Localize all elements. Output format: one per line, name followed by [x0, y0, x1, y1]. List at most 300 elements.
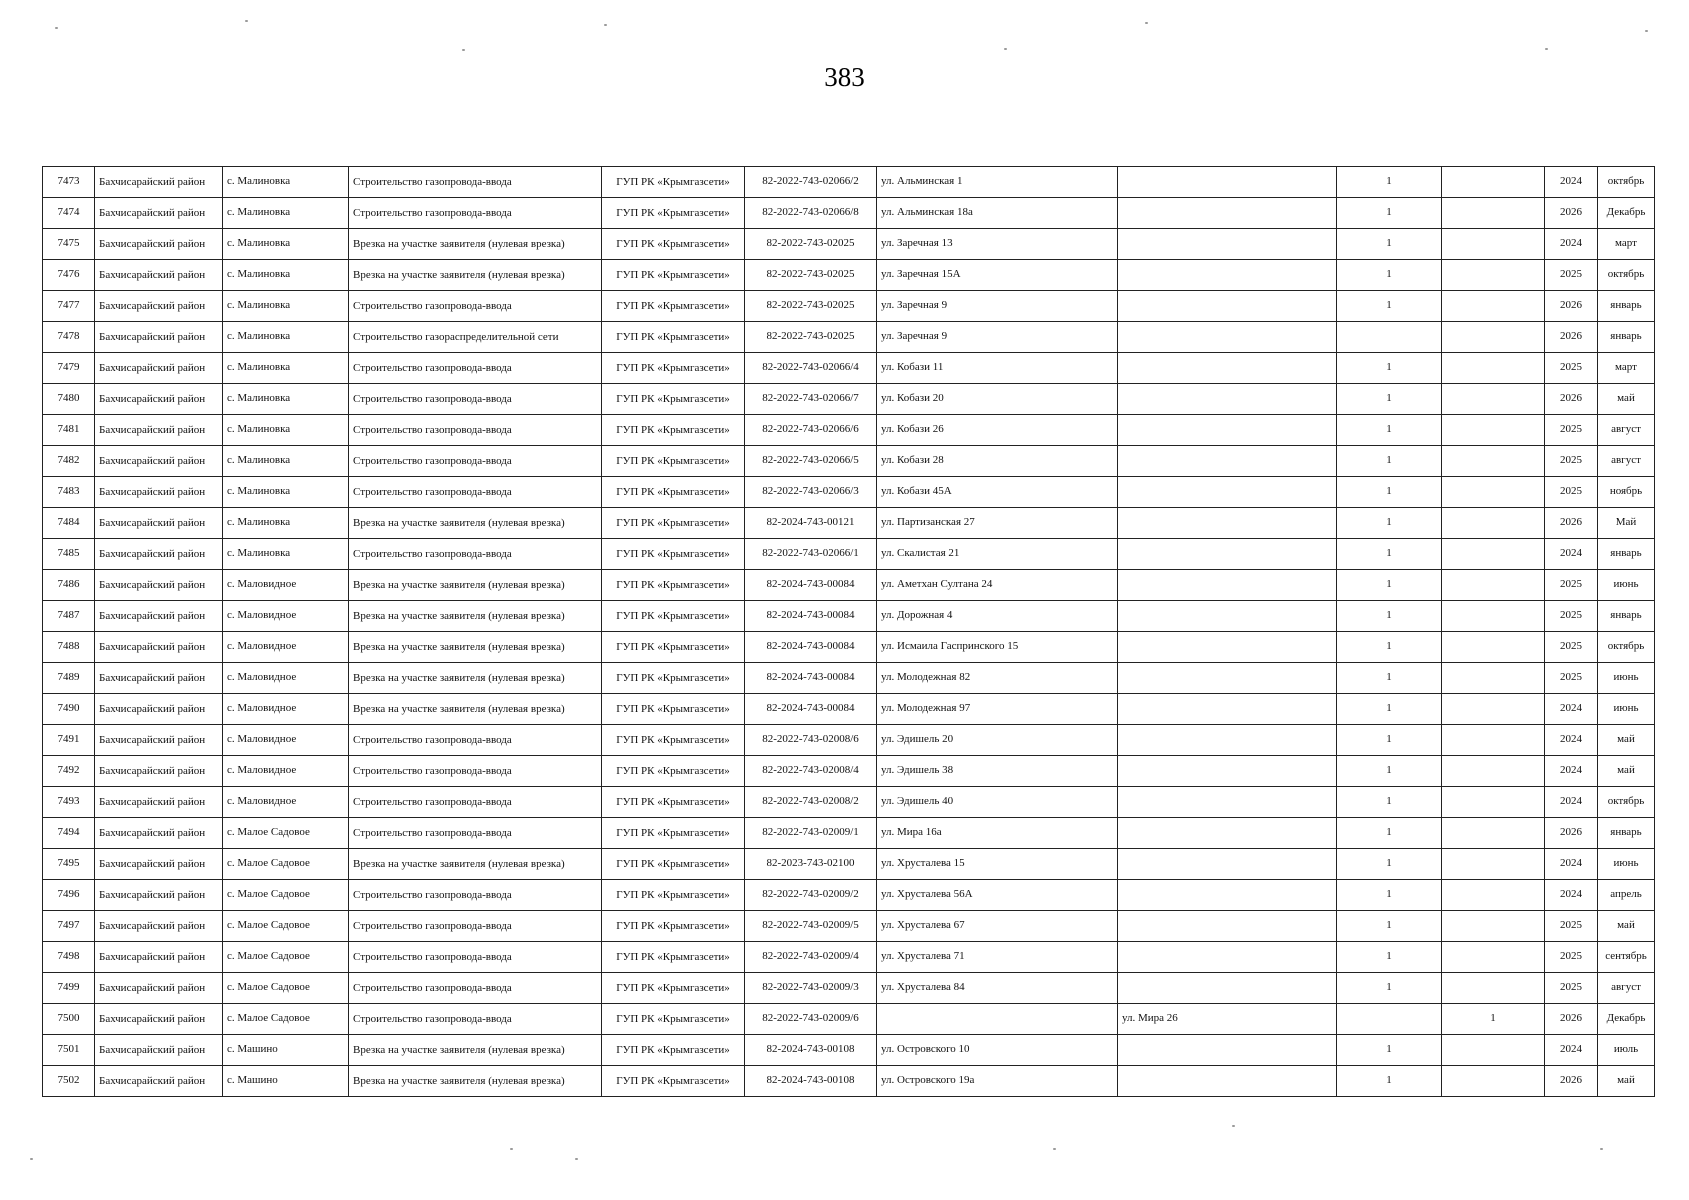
count-alt-cell — [1442, 539, 1545, 570]
settlement-cell: с. Маловидное — [223, 601, 349, 632]
count-cell: 1 — [1337, 539, 1442, 570]
district-cell: Бахчисарайский район — [95, 880, 223, 911]
row-number: 7492 — [43, 756, 95, 787]
district-cell: Бахчисарайский район — [95, 446, 223, 477]
count-cell: 1 — [1337, 880, 1442, 911]
year-cell: 2025 — [1545, 260, 1598, 291]
district-cell: Бахчисарайский район — [95, 725, 223, 756]
table-row — [43, 229, 1655, 260]
month-cell: Декабрь — [1598, 198, 1655, 229]
district-cell: Бахчисарайский район — [95, 167, 223, 198]
application-code-cell: 82-2022-743-02008/6 — [745, 725, 877, 756]
count-cell: 1 — [1337, 1035, 1442, 1066]
month-cell: октябрь — [1598, 632, 1655, 663]
month-cell: май — [1598, 1066, 1655, 1097]
district-cell: Бахчисарайский район — [95, 787, 223, 818]
count-alt-cell — [1442, 291, 1545, 322]
district-cell: Бахчисарайский район — [95, 539, 223, 570]
address-cell: ул. Скалистая 21 — [877, 539, 1118, 570]
address-cell: ул. Хрусталева 71 — [877, 942, 1118, 973]
district-cell: Бахчисарайский район — [95, 508, 223, 539]
table-row — [43, 601, 1655, 632]
count-cell: 1 — [1337, 384, 1442, 415]
count-alt-cell — [1442, 384, 1545, 415]
application-code-cell: 82-2022-743-02025 — [745, 260, 877, 291]
settlement-cell: с. Машино — [223, 1035, 349, 1066]
month-cell: сентябрь — [1598, 942, 1655, 973]
address-alt-cell — [1118, 353, 1337, 384]
count-alt-cell — [1442, 880, 1545, 911]
table-row — [43, 322, 1655, 353]
address-alt-cell — [1118, 601, 1337, 632]
year-cell: 2025 — [1545, 477, 1598, 508]
month-cell: июнь — [1598, 570, 1655, 601]
row-number: 7478 — [43, 322, 95, 353]
address-cell: ул. Кобази 26 — [877, 415, 1118, 446]
month-cell: январь — [1598, 291, 1655, 322]
count-alt-cell — [1442, 756, 1545, 787]
district-cell: Бахчисарайский район — [95, 632, 223, 663]
row-number: 7490 — [43, 694, 95, 725]
settlement-cell: с. Малиновка — [223, 539, 349, 570]
work-type-cell: Строительство газопровода-ввода — [349, 353, 602, 384]
scan-speck — [245, 20, 248, 22]
row-number: 7497 — [43, 911, 95, 942]
work-type-cell: Строительство газопровода-ввода — [349, 818, 602, 849]
count-alt-cell — [1442, 477, 1545, 508]
address-alt-cell — [1118, 415, 1337, 446]
scan-speck — [55, 27, 58, 29]
organization-cell: ГУП РК «Крымгазсети» — [602, 167, 745, 198]
settlement-cell: с. Малиновка — [223, 384, 349, 415]
settlement-cell: с. Малое Садовое — [223, 973, 349, 1004]
count-alt-cell — [1442, 167, 1545, 198]
count-alt-cell — [1442, 911, 1545, 942]
table-row — [43, 260, 1655, 291]
organization-cell: ГУП РК «Крымгазсети» — [602, 446, 745, 477]
month-cell: август — [1598, 446, 1655, 477]
table-row — [43, 198, 1655, 229]
work-type-cell: Строительство газопровода-ввода — [349, 973, 602, 1004]
row-number: 7488 — [43, 632, 95, 663]
table-row — [43, 849, 1655, 880]
organization-cell: ГУП РК «Крымгазсети» — [602, 353, 745, 384]
table-row — [43, 539, 1655, 570]
month-cell: август — [1598, 415, 1655, 446]
count-alt-cell — [1442, 1035, 1545, 1066]
count-alt-cell — [1442, 663, 1545, 694]
row-number: 7495 — [43, 849, 95, 880]
count-alt-cell — [1442, 632, 1545, 663]
month-cell: май — [1598, 384, 1655, 415]
count-cell: 1 — [1337, 973, 1442, 1004]
year-cell: 2025 — [1545, 911, 1598, 942]
year-cell: 2025 — [1545, 570, 1598, 601]
work-type-cell: Врезка на участке заявителя (нулевая врезка) — [349, 260, 602, 291]
table-row — [43, 756, 1655, 787]
address-cell: ул. Альминская 1 — [877, 167, 1118, 198]
organization-cell: ГУП РК «Крымгазсети» — [602, 384, 745, 415]
table-row — [43, 942, 1655, 973]
district-cell: Бахчисарайский район — [95, 1035, 223, 1066]
month-cell: апрель — [1598, 880, 1655, 911]
year-cell: 2025 — [1545, 663, 1598, 694]
table-row — [43, 508, 1655, 539]
scan-speck — [462, 49, 465, 51]
count-alt-cell — [1442, 508, 1545, 539]
organization-cell: ГУП РК «Крымгазсети» — [602, 973, 745, 1004]
scan-speck — [1600, 1148, 1603, 1150]
address-alt-cell — [1118, 260, 1337, 291]
month-cell: январь — [1598, 322, 1655, 353]
year-cell: 2024 — [1545, 787, 1598, 818]
count-cell: 1 — [1337, 229, 1442, 260]
scan-speck — [1545, 48, 1548, 50]
work-type-cell: Строительство газопровода-ввода — [349, 291, 602, 322]
address-cell: ул. Хрусталева 56А — [877, 880, 1118, 911]
address-alt-cell — [1118, 1066, 1337, 1097]
work-type-cell: Строительство газопровода-ввода — [349, 911, 602, 942]
table-row — [43, 663, 1655, 694]
address-cell: ул. Альминская 18а — [877, 198, 1118, 229]
table-row — [43, 694, 1655, 725]
table-row — [43, 1035, 1655, 1066]
table-row — [43, 1066, 1655, 1097]
work-type-cell: Строительство газопровода-ввода — [349, 415, 602, 446]
year-cell: 2026 — [1545, 291, 1598, 322]
year-cell: 2025 — [1545, 446, 1598, 477]
year-cell: 2024 — [1545, 725, 1598, 756]
work-type-cell: Врезка на участке заявителя (нулевая врезка) — [349, 229, 602, 260]
organization-cell: ГУП РК «Крымгазсети» — [602, 632, 745, 663]
year-cell: 2024 — [1545, 1035, 1598, 1066]
application-code-cell: 82-2024-743-00084 — [745, 632, 877, 663]
organization-cell: ГУП РК «Крымгазсети» — [602, 880, 745, 911]
address-alt-cell — [1118, 663, 1337, 694]
organization-cell: ГУП РК «Крымгазсети» — [602, 1066, 745, 1097]
count-cell: 1 — [1337, 756, 1442, 787]
year-cell: 2024 — [1545, 539, 1598, 570]
table-row — [43, 1004, 1655, 1035]
settlement-cell: с. Малиновка — [223, 415, 349, 446]
district-cell: Бахчисарайский район — [95, 1066, 223, 1097]
settlement-cell: с. Машино — [223, 1066, 349, 1097]
address-alt-cell — [1118, 694, 1337, 725]
application-code-cell: 82-2022-743-02009/2 — [745, 880, 877, 911]
count-alt-cell — [1442, 570, 1545, 601]
row-number: 7477 — [43, 291, 95, 322]
district-cell: Бахчисарайский район — [95, 198, 223, 229]
row-number: 7499 — [43, 973, 95, 1004]
count-cell: 1 — [1337, 291, 1442, 322]
count-alt-cell — [1442, 260, 1545, 291]
district-cell: Бахчисарайский район — [95, 353, 223, 384]
count-cell: 1 — [1337, 570, 1442, 601]
address-cell: ул. Мира 16а — [877, 818, 1118, 849]
district-cell: Бахчисарайский район — [95, 229, 223, 260]
scan-speck — [1232, 1125, 1235, 1127]
address-alt-cell — [1118, 942, 1337, 973]
application-code-cell: 82-2022-743-02009/5 — [745, 911, 877, 942]
address-alt-cell — [1118, 973, 1337, 1004]
count-cell: 1 — [1337, 601, 1442, 632]
month-cell: январь — [1598, 818, 1655, 849]
organization-cell: ГУП РК «Крымгазсети» — [602, 198, 745, 229]
address-cell: ул. Эдишель 20 — [877, 725, 1118, 756]
settlement-cell: с. Малиновка — [223, 508, 349, 539]
row-number: 7496 — [43, 880, 95, 911]
application-code-cell: 82-2022-743-02009/3 — [745, 973, 877, 1004]
application-code-cell: 82-2024-743-00084 — [745, 694, 877, 725]
table-row — [43, 415, 1655, 446]
work-type-cell: Строительство газораспределительной сети — [349, 322, 602, 353]
address-cell: ул. Эдишель 40 — [877, 787, 1118, 818]
row-number: 7483 — [43, 477, 95, 508]
row-number: 7494 — [43, 818, 95, 849]
year-cell: 2026 — [1545, 1066, 1598, 1097]
organization-cell: ГУП РК «Крымгазсети» — [602, 570, 745, 601]
table-row — [43, 384, 1655, 415]
address-alt-cell — [1118, 818, 1337, 849]
month-cell: январь — [1598, 539, 1655, 570]
settlement-cell: с. Малиновка — [223, 446, 349, 477]
organization-cell: ГУП РК «Крымгазсети» — [602, 756, 745, 787]
address-alt-cell — [1118, 384, 1337, 415]
work-type-cell: Врезка на участке заявителя (нулевая врезка) — [349, 1066, 602, 1097]
district-cell: Бахчисарайский район — [95, 973, 223, 1004]
table-row — [43, 911, 1655, 942]
application-code-cell: 82-2022-743-02066/5 — [745, 446, 877, 477]
district-cell: Бахчисарайский район — [95, 818, 223, 849]
address-cell — [877, 1004, 1118, 1035]
year-cell: 2026 — [1545, 322, 1598, 353]
count-alt-cell — [1442, 198, 1545, 229]
work-type-cell: Врезка на участке заявителя (нулевая врезка) — [349, 1035, 602, 1066]
address-cell: ул. Дорожная 4 — [877, 601, 1118, 632]
address-cell: ул. Молодежная 97 — [877, 694, 1118, 725]
application-code-cell: 82-2022-743-02008/4 — [745, 756, 877, 787]
organization-cell: ГУП РК «Крымгазсети» — [602, 415, 745, 446]
address-alt-cell — [1118, 508, 1337, 539]
application-code-cell: 82-2024-743-00084 — [745, 601, 877, 632]
application-code-cell: 82-2022-743-02025 — [745, 291, 877, 322]
settlement-cell: с. Маловидное — [223, 787, 349, 818]
month-cell: март — [1598, 229, 1655, 260]
table-row — [43, 446, 1655, 477]
work-type-cell: Врезка на участке заявителя (нулевая врезка) — [349, 508, 602, 539]
organization-cell: ГУП РК «Крымгазсети» — [602, 291, 745, 322]
year-cell: 2024 — [1545, 167, 1598, 198]
application-code-cell: 82-2022-743-02025 — [745, 322, 877, 353]
month-cell: май — [1598, 911, 1655, 942]
address-alt-cell: ул. Мира 26 — [1118, 1004, 1337, 1035]
application-code-cell: 82-2022-743-02066/7 — [745, 384, 877, 415]
organization-cell: ГУП РК «Крымгазсети» — [602, 508, 745, 539]
count-alt-cell — [1442, 849, 1545, 880]
month-cell: Декабрь — [1598, 1004, 1655, 1035]
count-cell: 1 — [1337, 508, 1442, 539]
work-type-cell: Врезка на участке заявителя (нулевая врезка) — [349, 663, 602, 694]
district-cell: Бахчисарайский район — [95, 694, 223, 725]
address-alt-cell — [1118, 725, 1337, 756]
count-alt-cell — [1442, 973, 1545, 1004]
address-alt-cell — [1118, 911, 1337, 942]
year-cell: 2026 — [1545, 384, 1598, 415]
application-code-cell: 82-2022-743-02025 — [745, 229, 877, 260]
year-cell: 2025 — [1545, 601, 1598, 632]
settlement-cell: с. Маловидное — [223, 756, 349, 787]
work-type-cell: Строительство газопровода-ввода — [349, 880, 602, 911]
settlement-cell: с. Малое Садовое — [223, 1004, 349, 1035]
page-number: 383 — [824, 62, 865, 92]
count-cell: 1 — [1337, 632, 1442, 663]
month-cell: июнь — [1598, 849, 1655, 880]
address-cell: ул. Кобази 20 — [877, 384, 1118, 415]
district-cell: Бахчисарайский район — [95, 942, 223, 973]
year-cell: 2025 — [1545, 973, 1598, 1004]
month-cell: октябрь — [1598, 260, 1655, 291]
table-row — [43, 353, 1655, 384]
count-alt-cell: 1 — [1442, 1004, 1545, 1035]
settlement-cell: с. Малиновка — [223, 229, 349, 260]
count-alt-cell — [1442, 818, 1545, 849]
district-cell: Бахчисарайский район — [95, 570, 223, 601]
month-cell: ноябрь — [1598, 477, 1655, 508]
month-cell: июль — [1598, 1035, 1655, 1066]
address-alt-cell — [1118, 1035, 1337, 1066]
year-cell: 2026 — [1545, 818, 1598, 849]
month-cell: июнь — [1598, 694, 1655, 725]
settlement-cell: с. Малое Садовое — [223, 942, 349, 973]
year-cell: 2026 — [1545, 198, 1598, 229]
table-row — [43, 632, 1655, 663]
address-cell: ул. Кобази 45А — [877, 477, 1118, 508]
address-cell: ул. Заречная 13 — [877, 229, 1118, 260]
work-type-cell: Строительство газопровода-ввода — [349, 446, 602, 477]
work-type-cell: Строительство газопровода-ввода — [349, 477, 602, 508]
address-alt-cell — [1118, 198, 1337, 229]
row-number: 7502 — [43, 1066, 95, 1097]
work-type-cell: Врезка на участке заявителя (нулевая врезка) — [349, 601, 602, 632]
table-row — [43, 167, 1655, 198]
count-cell: 1 — [1337, 694, 1442, 725]
settlement-cell: с. Маловидное — [223, 725, 349, 756]
count-alt-cell — [1442, 353, 1545, 384]
organization-cell: ГУП РК «Крымгазсети» — [602, 725, 745, 756]
application-code-cell: 82-2024-743-00084 — [745, 663, 877, 694]
address-cell: ул. Заречная 15А — [877, 260, 1118, 291]
address-alt-cell — [1118, 632, 1337, 663]
organization-cell: ГУП РК «Крымгазсети» — [602, 818, 745, 849]
application-code-cell: 82-2022-743-02009/4 — [745, 942, 877, 973]
count-alt-cell — [1442, 229, 1545, 260]
scan-speck — [510, 1148, 513, 1150]
count-cell: 1 — [1337, 818, 1442, 849]
organization-cell: ГУП РК «Крымгазсети» — [602, 911, 745, 942]
address-cell: ул. Эдишель 38 — [877, 756, 1118, 787]
registry-table — [42, 166, 1655, 1097]
settlement-cell: с. Малиновка — [223, 260, 349, 291]
scan-speck — [1053, 1148, 1056, 1150]
work-type-cell: Врезка на участке заявителя (нулевая врезка) — [349, 570, 602, 601]
district-cell: Бахчисарайский район — [95, 601, 223, 632]
year-cell: 2026 — [1545, 508, 1598, 539]
address-cell: ул. Островского 19а — [877, 1066, 1118, 1097]
work-type-cell: Строительство газопровода-ввода — [349, 787, 602, 818]
table-row — [43, 973, 1655, 1004]
row-number: 7491 — [43, 725, 95, 756]
address-alt-cell — [1118, 539, 1337, 570]
year-cell: 2024 — [1545, 229, 1598, 260]
count-cell: 1 — [1337, 787, 1442, 818]
address-cell: ул. Молодежная 82 — [877, 663, 1118, 694]
table-row — [43, 725, 1655, 756]
count-alt-cell — [1442, 787, 1545, 818]
organization-cell: ГУП РК «Крымгазсети» — [602, 694, 745, 725]
year-cell: 2026 — [1545, 1004, 1598, 1035]
district-cell: Бахчисарайский район — [95, 911, 223, 942]
count-alt-cell — [1442, 942, 1545, 973]
district-cell: Бахчисарайский район — [95, 477, 223, 508]
count-alt-cell — [1442, 725, 1545, 756]
application-code-cell: 82-2022-743-02066/4 — [745, 353, 877, 384]
settlement-cell: с. Малое Садовое — [223, 880, 349, 911]
count-alt-cell — [1442, 601, 1545, 632]
count-cell: 1 — [1337, 849, 1442, 880]
organization-cell: ГУП РК «Крымгазсети» — [602, 849, 745, 880]
address-alt-cell — [1118, 756, 1337, 787]
settlement-cell: с. Малиновка — [223, 477, 349, 508]
count-cell: 1 — [1337, 260, 1442, 291]
application-code-cell: 82-2023-743-02100 — [745, 849, 877, 880]
settlement-cell: с. Маловидное — [223, 694, 349, 725]
work-type-cell: Врезка на участке заявителя (нулевая врезка) — [349, 694, 602, 725]
table-row — [43, 570, 1655, 601]
address-cell: ул. Хрусталева 15 — [877, 849, 1118, 880]
count-cell: 1 — [1337, 353, 1442, 384]
settlement-cell: с. Малиновка — [223, 291, 349, 322]
address-cell: ул. Хрусталева 84 — [877, 973, 1118, 1004]
row-number: 7482 — [43, 446, 95, 477]
row-number: 7485 — [43, 539, 95, 570]
count-cell: 1 — [1337, 942, 1442, 973]
application-code-cell: 82-2022-743-02066/6 — [745, 415, 877, 446]
table-row — [43, 787, 1655, 818]
count-cell — [1337, 322, 1442, 353]
work-type-cell: Строительство газопровода-ввода — [349, 942, 602, 973]
application-code-cell: 82-2022-743-02066/1 — [745, 539, 877, 570]
address-cell: ул. Хрусталева 67 — [877, 911, 1118, 942]
row-number: 7481 — [43, 415, 95, 446]
month-cell: май — [1598, 756, 1655, 787]
work-type-cell: Строительство газопровода-ввода — [349, 539, 602, 570]
year-cell: 2024 — [1545, 880, 1598, 911]
settlement-cell: с. Малиновка — [223, 198, 349, 229]
district-cell: Бахчисарайский район — [95, 322, 223, 353]
district-cell: Бахчисарайский район — [95, 415, 223, 446]
district-cell: Бахчисарайский район — [95, 756, 223, 787]
address-cell: ул. Исмаила Гаспринского 15 — [877, 632, 1118, 663]
settlement-cell: с. Маловидное — [223, 570, 349, 601]
month-cell: октябрь — [1598, 167, 1655, 198]
application-code-cell: 82-2024-743-00084 — [745, 570, 877, 601]
scan-speck — [604, 24, 607, 26]
address-cell: ул. Аметхан Султана 24 — [877, 570, 1118, 601]
address-alt-cell — [1118, 291, 1337, 322]
application-code-cell: 82-2022-743-02066/3 — [745, 477, 877, 508]
registry-table-wrap — [42, 166, 1654, 1097]
district-cell: Бахчисарайский район — [95, 384, 223, 415]
